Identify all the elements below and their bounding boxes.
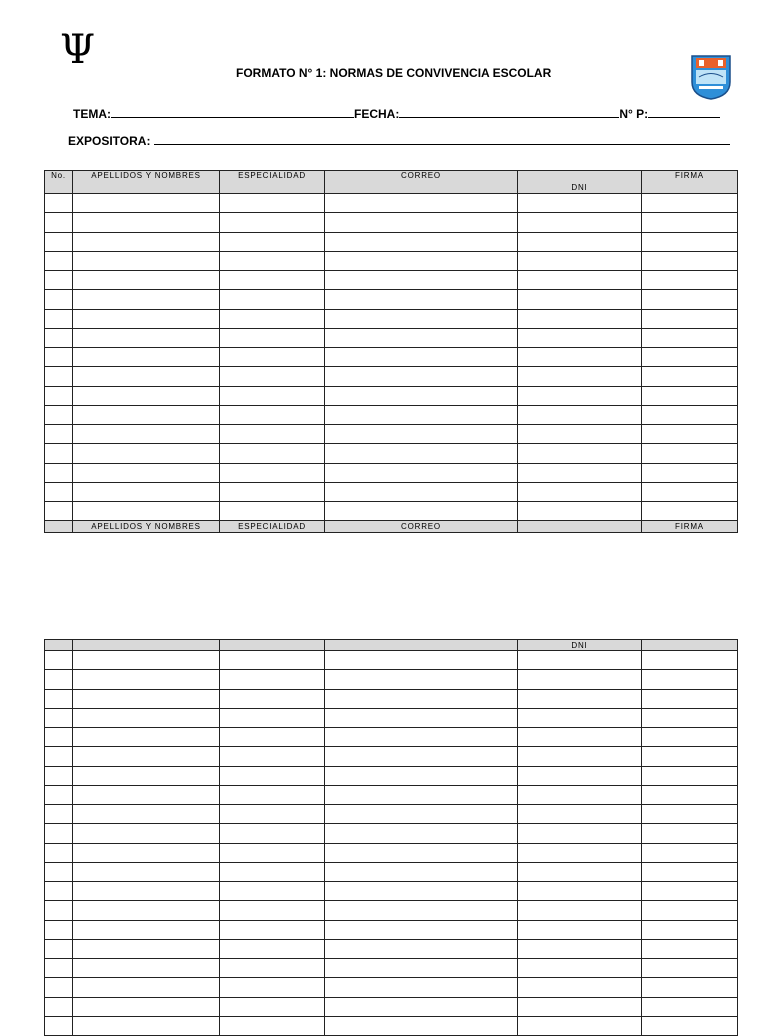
table-cell[interactable] (518, 482, 642, 501)
table-cell[interactable] (220, 766, 325, 785)
fecha-label: FECHA: (354, 107, 400, 121)
table-cell[interactable] (642, 766, 738, 785)
table-cell[interactable] (73, 978, 220, 997)
table-row (45, 805, 738, 824)
table-row (45, 194, 738, 213)
table-cell[interactable] (518, 425, 642, 444)
table-cell[interactable] (325, 367, 518, 386)
table-row (45, 978, 738, 997)
table-cell[interactable] (220, 482, 325, 501)
table-cell[interactable] (73, 482, 220, 501)
table-cell[interactable] (518, 939, 642, 958)
table-cell[interactable] (642, 502, 738, 521)
table-cell[interactable] (73, 386, 220, 405)
table-cell[interactable] (518, 271, 642, 290)
table-row (45, 502, 738, 521)
table-cell[interactable] (220, 405, 325, 424)
table-row (45, 328, 738, 347)
table-cell[interactable] (73, 194, 220, 213)
table-cell[interactable] (45, 708, 73, 727)
col-dni-header: DNI (518, 640, 642, 651)
table-cell[interactable] (325, 670, 518, 689)
table-cell[interactable] (220, 386, 325, 405)
table-cell[interactable] (73, 232, 220, 251)
table-cell[interactable] (45, 651, 73, 670)
table-cell[interactable] (220, 444, 325, 463)
table-cell[interactable] (642, 482, 738, 501)
table-cell[interactable] (45, 805, 73, 824)
table-row (45, 728, 738, 747)
table-cell[interactable] (45, 689, 73, 708)
col-specialty-footer: ESPECIALIDAD (220, 521, 325, 533)
table-cell[interactable] (45, 425, 73, 444)
table-cell[interactable] (642, 1016, 738, 1035)
table-cell[interactable] (220, 670, 325, 689)
table-row (45, 708, 738, 727)
table-cell[interactable] (220, 502, 325, 521)
table-cell[interactable] (518, 444, 642, 463)
table-cell[interactable] (73, 708, 220, 727)
table-cell[interactable] (642, 271, 738, 290)
table-cell[interactable] (45, 367, 73, 386)
table-cell[interactable] (45, 959, 73, 978)
table-cell[interactable] (642, 920, 738, 939)
table-cell[interactable] (73, 785, 220, 804)
table-row (45, 367, 738, 386)
table-cell[interactable] (518, 766, 642, 785)
table-cell[interactable] (220, 194, 325, 213)
expositora-field[interactable] (68, 133, 730, 148)
table-cell[interactable] (325, 920, 518, 939)
table-cell[interactable] (518, 386, 642, 405)
table-cell[interactable] (518, 251, 642, 270)
table-cell[interactable] (518, 213, 642, 232)
table-cell[interactable] (220, 251, 325, 270)
table-cell[interactable] (73, 425, 220, 444)
table-cell[interactable] (642, 386, 738, 405)
table-cell[interactable] (73, 251, 220, 270)
table-cell[interactable] (220, 232, 325, 251)
table-cell[interactable] (518, 882, 642, 901)
table-cell[interactable] (220, 309, 325, 328)
table-cell[interactable] (220, 843, 325, 862)
table-cell[interactable] (642, 405, 738, 424)
table-cell[interactable] (325, 194, 518, 213)
table-row (45, 1016, 738, 1035)
table-cell[interactable] (73, 651, 220, 670)
table-cell[interactable] (518, 290, 642, 309)
table-row (45, 271, 738, 290)
table-cell[interactable] (518, 194, 642, 213)
table-cell[interactable] (642, 425, 738, 444)
table-cell[interactable] (518, 708, 642, 727)
table-cell[interactable] (518, 728, 642, 747)
psi-symbol: Ψ (60, 27, 96, 73)
table-cell[interactable] (73, 405, 220, 424)
table-cell[interactable] (73, 1016, 220, 1035)
table-cell[interactable] (45, 463, 73, 482)
table-cell[interactable] (220, 708, 325, 727)
table-cell[interactable] (325, 251, 518, 270)
table-row (45, 766, 738, 785)
table-cell[interactable] (220, 348, 325, 367)
table-cell[interactable] (518, 747, 642, 766)
col-signature-header: FIRMA (642, 171, 738, 194)
col-signature-footer: FIRMA (642, 521, 738, 533)
table-cell[interactable] (642, 882, 738, 901)
table-cell[interactable] (220, 997, 325, 1016)
table-row (45, 824, 738, 843)
table-cell[interactable] (45, 824, 73, 843)
table-cell[interactable] (45, 251, 73, 270)
table-cell[interactable] (45, 213, 73, 232)
table-row (45, 651, 738, 670)
table-cell[interactable] (518, 1016, 642, 1035)
table-row (45, 882, 738, 901)
table-cell[interactable] (642, 901, 738, 920)
table-cell[interactable] (45, 978, 73, 997)
table-cell[interactable] (325, 939, 518, 958)
table-row (45, 862, 738, 881)
table-cell[interactable] (220, 1016, 325, 1035)
table-cell[interactable] (220, 920, 325, 939)
col-no-header (45, 640, 73, 651)
table-cell[interactable] (73, 747, 220, 766)
table-cell[interactable] (642, 728, 738, 747)
table-cell[interactable] (325, 271, 518, 290)
table-cell[interactable] (518, 959, 642, 978)
table-row (45, 444, 738, 463)
col-specialty-header: ESPECIALIDAD (220, 171, 325, 194)
table-cell[interactable] (325, 708, 518, 727)
table-row (45, 747, 738, 766)
table-cell[interactable] (73, 213, 220, 232)
col-email-header: CORREO (325, 171, 518, 194)
table-cell[interactable] (220, 785, 325, 804)
col-names-header (73, 640, 220, 651)
table-cell[interactable] (73, 463, 220, 482)
table-cell[interactable] (325, 425, 518, 444)
table-cell[interactable] (45, 290, 73, 309)
table-cell[interactable] (325, 213, 518, 232)
table-cell[interactable] (45, 232, 73, 251)
table-cell[interactable] (73, 309, 220, 328)
table-cell[interactable] (642, 862, 738, 881)
table-cell[interactable] (518, 824, 642, 843)
table-row (45, 901, 738, 920)
table-cell[interactable] (73, 502, 220, 521)
table-cell[interactable] (220, 328, 325, 347)
table-cell[interactable] (73, 882, 220, 901)
table-row (45, 348, 738, 367)
table-cell[interactable] (220, 862, 325, 881)
table-cell[interactable] (45, 843, 73, 862)
table-cell[interactable] (518, 348, 642, 367)
table-cell[interactable] (220, 463, 325, 482)
table-cell[interactable] (518, 901, 642, 920)
table-cell[interactable] (325, 348, 518, 367)
table-cell[interactable] (220, 805, 325, 824)
table-cell[interactable] (518, 463, 642, 482)
table-cell[interactable] (73, 862, 220, 881)
table-row (45, 309, 738, 328)
col-names-footer: APELLIDOS Y NOMBRES (73, 521, 220, 533)
table-cell[interactable] (325, 482, 518, 501)
page-title: FORMATO N° 1: NORMAS DE CONVIVENCIA ESCOLAR (236, 66, 552, 80)
table-cell[interactable] (220, 939, 325, 958)
table-row (45, 785, 738, 804)
fecha-line[interactable] (399, 106, 619, 118)
table-cell[interactable] (73, 766, 220, 785)
table-cell[interactable] (642, 785, 738, 804)
table-cell[interactable] (642, 670, 738, 689)
table-row (45, 386, 738, 405)
table-cell[interactable] (325, 1016, 518, 1035)
table-cell[interactable] (518, 920, 642, 939)
table-cell[interactable] (518, 232, 642, 251)
table-row (45, 843, 738, 862)
col-specialty-header (220, 640, 325, 651)
table-cell[interactable] (220, 651, 325, 670)
table-cell[interactable] (220, 213, 325, 232)
table-cell[interactable] (325, 651, 518, 670)
table-cell[interactable] (73, 271, 220, 290)
table-cell[interactable] (220, 728, 325, 747)
table-row (45, 920, 738, 939)
table-cell[interactable] (220, 290, 325, 309)
col-dni-header: DNI (518, 171, 642, 194)
table-cell[interactable] (518, 843, 642, 862)
col-no-footer (45, 521, 73, 533)
table-cell[interactable] (518, 367, 642, 386)
table-cell[interactable] (45, 920, 73, 939)
table-cell[interactable] (642, 997, 738, 1016)
table-cell[interactable] (325, 959, 518, 978)
table-cell[interactable] (518, 805, 642, 824)
table-row (45, 405, 738, 424)
table-cell[interactable] (518, 502, 642, 521)
table-cell[interactable] (220, 901, 325, 920)
table-cell[interactable] (642, 747, 738, 766)
table-cell[interactable] (325, 766, 518, 785)
table-cell[interactable] (325, 444, 518, 463)
table-cell[interactable] (518, 978, 642, 997)
table1-header-row (45, 171, 738, 194)
table-cell[interactable] (642, 824, 738, 843)
table-cell[interactable] (45, 747, 73, 766)
table-cell[interactable] (45, 386, 73, 405)
table2-header-row (45, 640, 738, 651)
table-cell[interactable] (45, 271, 73, 290)
table-cell[interactable] (73, 824, 220, 843)
table-cell[interactable] (45, 901, 73, 920)
table-cell[interactable] (518, 670, 642, 689)
table-cell[interactable] (325, 290, 518, 309)
tema-field[interactable] (73, 106, 720, 121)
table-cell[interactable] (642, 348, 738, 367)
table-cell[interactable] (73, 959, 220, 978)
table-cell[interactable] (325, 747, 518, 766)
table-cell[interactable] (325, 901, 518, 920)
table-cell[interactable] (518, 785, 642, 804)
table-cell[interactable] (642, 251, 738, 270)
table-cell[interactable] (45, 882, 73, 901)
table-cell[interactable] (325, 689, 518, 708)
table-cell[interactable] (325, 785, 518, 804)
table-cell[interactable] (45, 862, 73, 881)
table-row (45, 251, 738, 270)
table-cell[interactable] (220, 978, 325, 997)
tema-label: TEMA: (73, 107, 111, 121)
table-row (45, 670, 738, 689)
table-cell[interactable] (642, 213, 738, 232)
table-cell[interactable] (73, 843, 220, 862)
table-cell[interactable] (73, 901, 220, 920)
table-cell[interactable] (325, 843, 518, 862)
table-row (45, 232, 738, 251)
table-cell[interactable] (642, 843, 738, 862)
table-cell[interactable] (73, 997, 220, 1016)
table-cell[interactable] (642, 805, 738, 824)
table-cell[interactable] (642, 651, 738, 670)
table-cell[interactable] (220, 959, 325, 978)
table-cell[interactable] (518, 309, 642, 328)
table-cell[interactable] (45, 1016, 73, 1035)
table-cell[interactable] (642, 367, 738, 386)
table-cell[interactable] (642, 444, 738, 463)
table-row (45, 689, 738, 708)
table-cell[interactable] (518, 328, 642, 347)
table-row (45, 939, 738, 958)
col-email-header (325, 640, 518, 651)
table-row (45, 425, 738, 444)
table-cell[interactable] (642, 194, 738, 213)
table-cell[interactable] (45, 444, 73, 463)
table-cell[interactable] (45, 502, 73, 521)
table-cell[interactable] (642, 463, 738, 482)
table-cell[interactable] (73, 670, 220, 689)
table-cell[interactable] (220, 271, 325, 290)
table-cell[interactable] (325, 728, 518, 747)
table-cell[interactable] (45, 309, 73, 328)
table-cell[interactable] (325, 463, 518, 482)
table-cell[interactable] (642, 959, 738, 978)
table-cell[interactable] (220, 824, 325, 843)
table-cell[interactable] (45, 348, 73, 367)
table-cell[interactable] (73, 920, 220, 939)
table1-footer-row (45, 521, 738, 533)
table-cell[interactable] (45, 670, 73, 689)
table-cell[interactable] (325, 405, 518, 424)
table-cell[interactable] (325, 232, 518, 251)
table-cell[interactable] (642, 978, 738, 997)
table-cell[interactable] (45, 939, 73, 958)
table-cell[interactable] (45, 194, 73, 213)
table-cell[interactable] (325, 978, 518, 997)
col-dni-footer (518, 521, 642, 533)
col-email-footer: CORREO (325, 521, 518, 533)
table-cell[interactable] (73, 367, 220, 386)
table-cell[interactable] (45, 482, 73, 501)
table-row (45, 482, 738, 501)
table-row (45, 959, 738, 978)
table-cell[interactable] (45, 728, 73, 747)
table-cell[interactable] (325, 862, 518, 881)
table-cell[interactable] (45, 405, 73, 424)
col-names-header: APELLIDOS Y NOMBRES (73, 171, 220, 194)
table-row (45, 213, 738, 232)
col-signature-header (642, 640, 738, 651)
table-cell[interactable] (73, 939, 220, 958)
np-label: N° P: (619, 107, 649, 121)
table-cell[interactable] (73, 290, 220, 309)
table-cell[interactable] (642, 939, 738, 958)
col-no-header: No. (45, 171, 73, 194)
table-cell[interactable] (518, 689, 642, 708)
table-cell[interactable] (325, 328, 518, 347)
table-cell[interactable] (642, 689, 738, 708)
table-cell[interactable] (73, 805, 220, 824)
table-cell[interactable] (325, 997, 518, 1016)
table-cell[interactable] (325, 502, 518, 521)
table-cell[interactable] (73, 689, 220, 708)
table-cell[interactable] (518, 405, 642, 424)
tema-line[interactable] (111, 106, 354, 118)
table-cell[interactable] (45, 785, 73, 804)
table-cell[interactable] (642, 232, 738, 251)
np-line[interactable] (648, 106, 720, 118)
table-cell[interactable] (518, 862, 642, 881)
table-cell[interactable] (325, 309, 518, 328)
attendance-table-1 (44, 170, 738, 533)
table-row (45, 997, 738, 1016)
table-cell[interactable] (518, 651, 642, 670)
table-cell[interactable] (45, 766, 73, 785)
table-cell[interactable] (642, 290, 738, 309)
table-cell[interactable] (73, 328, 220, 347)
table-cell[interactable] (73, 444, 220, 463)
table-cell[interactable] (220, 367, 325, 386)
expositora-line[interactable] (154, 133, 730, 145)
table-cell[interactable] (220, 425, 325, 444)
table-cell[interactable] (325, 805, 518, 824)
table-cell[interactable] (325, 882, 518, 901)
table-cell[interactable] (45, 328, 73, 347)
table-cell[interactable] (642, 328, 738, 347)
expositora-label: EXPOSITORA: (68, 134, 151, 148)
school-crest-icon (690, 52, 732, 100)
table-row (45, 290, 738, 309)
table-cell[interactable] (73, 348, 220, 367)
table-cell[interactable] (325, 386, 518, 405)
table-cell[interactable] (220, 689, 325, 708)
table-row (45, 463, 738, 482)
table-cell[interactable] (45, 997, 73, 1016)
table-cell[interactable] (325, 824, 518, 843)
table-cell[interactable] (220, 882, 325, 901)
table-cell[interactable] (518, 997, 642, 1016)
table-cell[interactable] (73, 728, 220, 747)
table-cell[interactable] (642, 309, 738, 328)
attendance-table-2 (44, 639, 738, 1036)
table-cell[interactable] (220, 747, 325, 766)
table-cell[interactable] (642, 708, 738, 727)
